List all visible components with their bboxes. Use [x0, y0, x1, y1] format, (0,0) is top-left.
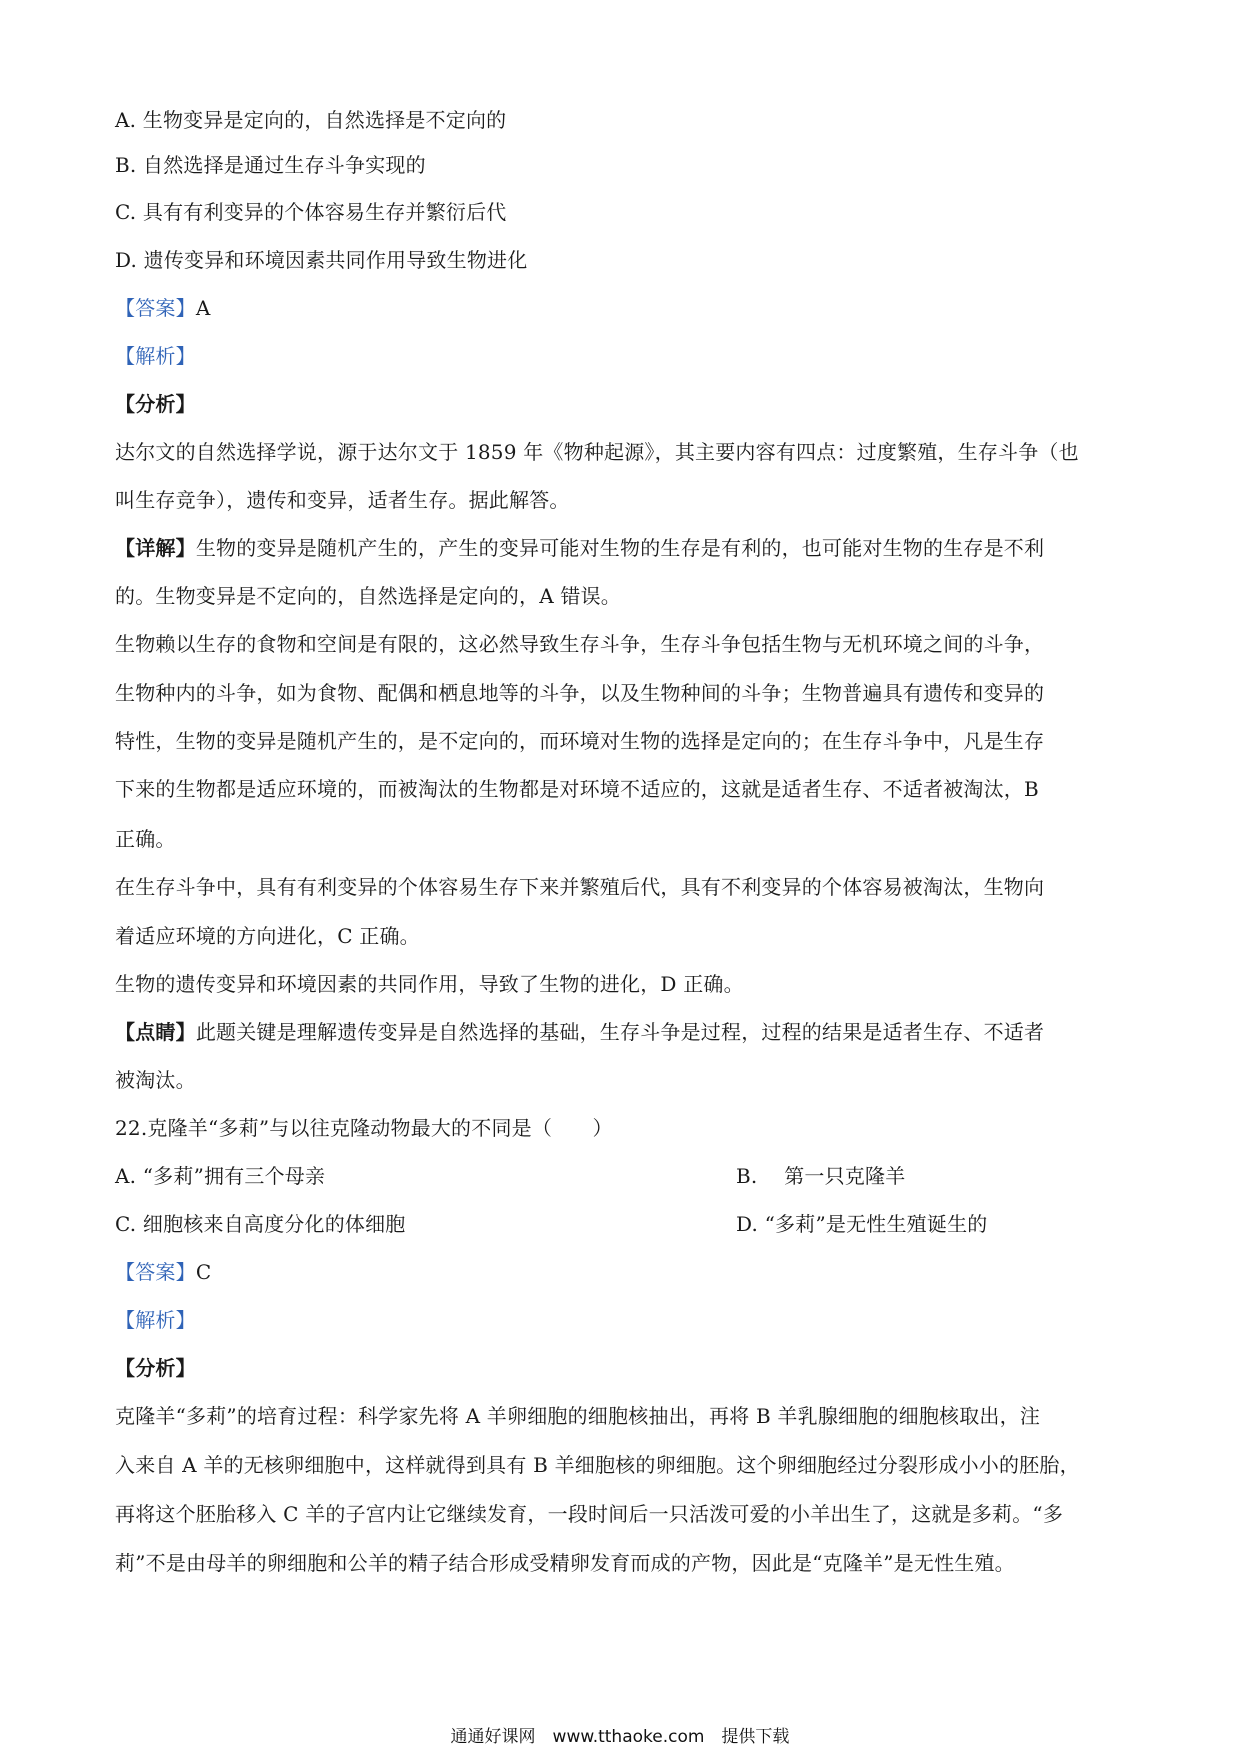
q21-option-d: D. 遗传变异和环境因素共同作用导致生物进化 — [115, 248, 528, 272]
q22-option-a: A. “多莉”拥有三个母亲 — [115, 1164, 326, 1188]
q22-answer — [115, 1258, 1130, 1286]
answer-value: A — [195, 296, 211, 320]
q22-fenxi-line: 莉”不是由母羊的卵细胞和公羊的精子结合形成受精卵发育而成的产物，因此是“克隆羊”是无性生殖。 — [115, 1551, 1015, 1575]
q22-fenxi-line: 克隆羊“多莉”的培育过程：科学家先将 A 羊卵细胞的细胞核抽出，再将 B 羊乳腺细胞的细胞核取出，注 — [115, 1404, 1041, 1428]
q21-fenxi-label: 【分析】 — [115, 392, 196, 416]
q22-options-row-2 — [115, 1210, 1130, 1238]
xiangjie-label: 【详解】 — [115, 536, 196, 560]
answer-label: 【答案】 — [115, 1260, 196, 1284]
q21-dianjing-second: 被淘汰。 — [115, 1068, 196, 1092]
q21-xiangjie-line: 着适应环境的方向进化，C 正确。 — [115, 924, 420, 948]
q21-answer — [115, 294, 1130, 322]
q21-xiangjie-line: 正确。 — [115, 827, 176, 851]
q21-dianjing-first — [115, 1018, 1130, 1046]
dianjing-label: 【点睛】 — [115, 1020, 196, 1044]
q22-jiexi-label: 【解析】 — [115, 1308, 196, 1332]
q22-fenxi-label: 【分析】 — [115, 1356, 196, 1380]
q21-xiangjie-first — [115, 534, 1130, 562]
q21-xiangjie-line: 的。生物变异是不定向的，自然选择是定向的，A 错误。 — [115, 584, 622, 608]
dianjing-text: 此题关键是理解遗传变异是自然选择的基础，生存斗争是过程，过程的结果是适者生存、不适者 — [195, 1020, 1045, 1044]
q21-option-a: A. 生物变异是定向的，自然选择是不定向的 — [115, 108, 507, 132]
answer-label: 【答案】 — [115, 296, 196, 320]
q22-option-d: D. “多莉”是无性生殖诞生的 — [736, 1212, 988, 1236]
q21-jiexi-label: 【解析】 — [115, 344, 196, 368]
q22-fenxi-line: 入来自 A 羊的无核卵细胞中，这样就得到具有 B 羊细胞核的卵细胞。这个卵细胞经过分裂形成小小的胚胎， — [115, 1453, 1080, 1477]
q21-fenxi-line-1: 达尔文的自然选择学说，源于达尔文于 1859 年《物种起源》，其主要内容有四点：过度繁殖，生存斗争（也 — [115, 440, 1079, 464]
answer-value: C — [195, 1260, 212, 1284]
q22-options-row-1 — [115, 1162, 1130, 1190]
q21-xiangjie-line: 生物的遗传变异和环境因素的共同作用，导致了生物的进化，D 正确。 — [115, 972, 744, 996]
page-footer: 通通好课网 www.tthaoke.com 提供下载 — [450, 1727, 790, 1747]
q21-xiangjie-line: 在生存斗争中，具有有利变异的个体容易生存下来并繁殖后代，具有不利变异的个体容易被淘汰，生物向 — [115, 875, 1045, 899]
q21-option-c: C. 具有有利变异的个体容易生存并繁衍后代 — [115, 200, 507, 224]
q21-xiangjie-line: 特性，生物的变异是随机产生的，是不定向的，而环境对生物的选择是定向的；在生存斗争中，凡是生存 — [115, 729, 1045, 753]
q22-option-b: B. 第一只克隆羊 — [736, 1164, 906, 1188]
q22-fenxi-line: 再将这个胚胎移入 C 羊的子宫内让它继续发育，一段时间后一只活泼可爱的小羊出生了，这就是多莉。“多 — [115, 1502, 1064, 1526]
q21-fenxi-line-2: 叫生存竞争），遗传和变异，适者生存。据此解答。 — [115, 488, 570, 512]
q22-option-c: C. 细胞核来自高度分化的体细胞 — [115, 1212, 406, 1236]
q21-xiangjie-line: 生物赖以生存的食物和空间是有限的，这必然导致生存斗争，生存斗争包括生物与无机环境之间的斗争， — [115, 632, 1045, 656]
q21-xiangjie-line: 生物种内的斗争，如为食物、配偶和栖息地等的斗争，以及生物种间的斗争；生物普遍具有遗传和变异的 — [115, 681, 1045, 705]
q21-xiangjie-line: 下来的生物都是适应环境的，而被淘汰的生物都是对环境不适应的，这就是适者生存、不适者被淘汰，B — [115, 777, 1039, 801]
q22-stem: 22.克隆羊“多莉”与以往克隆动物最大的不同是（ ） — [115, 1116, 613, 1140]
xiangjie-text: 生物的变异是随机产生的，产生的变异可能对生物的生存是有利的，也可能对生物的生存是不利 — [195, 536, 1045, 560]
q21-option-b: B. 自然选择是通过生存斗争实现的 — [115, 153, 426, 177]
